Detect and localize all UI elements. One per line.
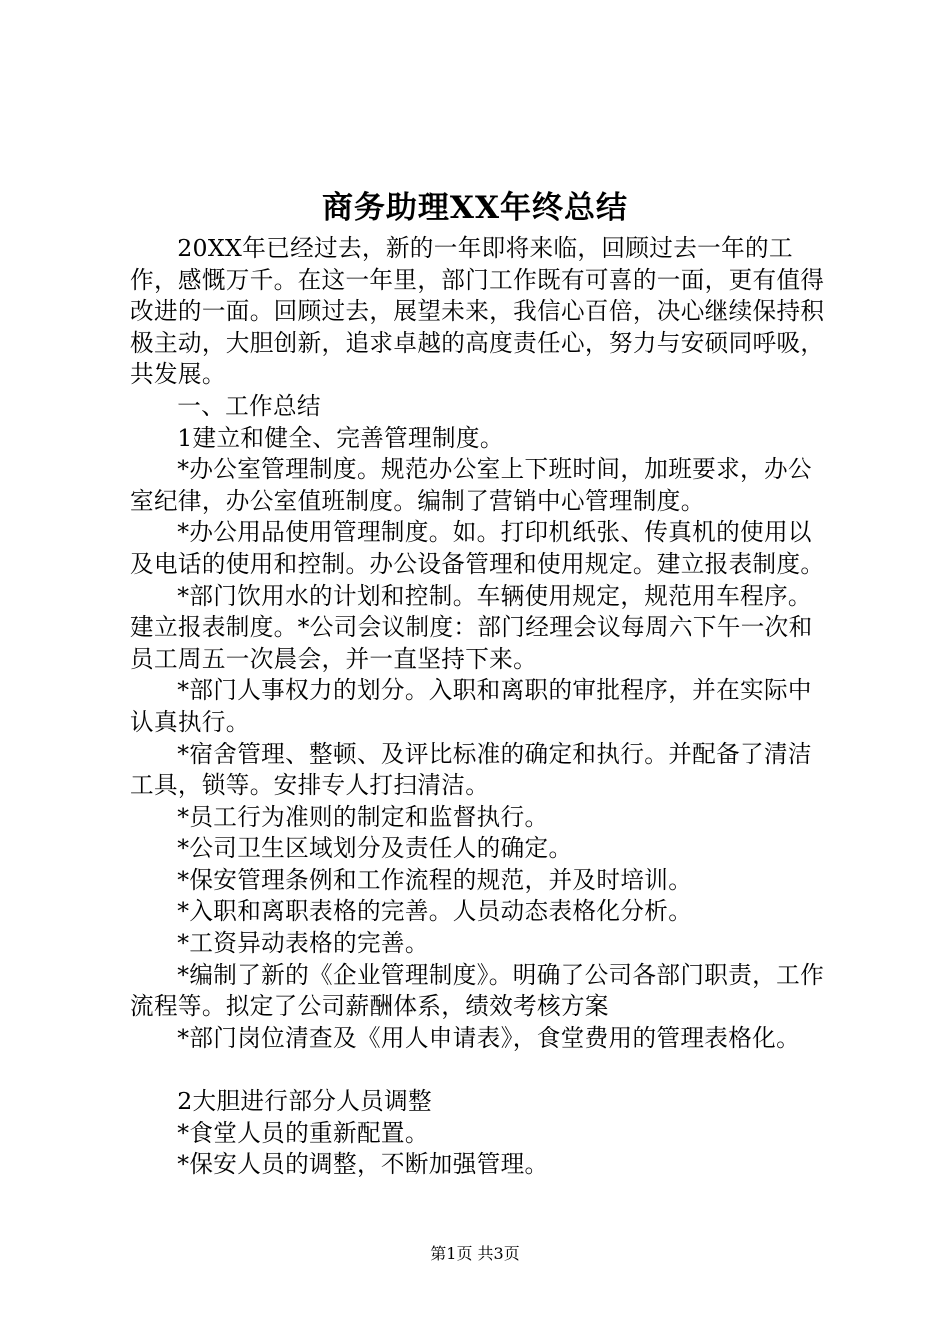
- list-item-drinking-water: *部门饮用水的计划和控制。车辆使用规定，规范用车程序。建立报表制度。*公司会议制度：部门经理会议每周六下午一次和员工周五一次晨会，并一直坚持下来。: [130, 581, 813, 673]
- document-title: 商务助理XX年终总结: [321, 190, 629, 226]
- page-footer: 第1页 共3页: [430, 1244, 520, 1263]
- blank-line: [130, 1054, 835, 1086]
- list-item-security-staff: *保安人员的调整，不断加强管理。: [177, 1150, 549, 1179]
- subheading-management-system: 1建立和健全、完善管理制度。: [177, 423, 504, 452]
- list-item-code-of-conduct: *员工行为准则的制定和监督执行。: [177, 802, 549, 831]
- list-item-office-supplies: *办公用品使用管理制度。如。打印机纸张、传真机的使用以及电话的使用和控制。办公设备管理和使用规定。建立报表制度。: [130, 518, 825, 578]
- paragraph-intro: 20XX年已经过去，新的一年即将来临，回顾过去一年的工作，感慨万千。在这一年里，部门工作既有可喜的一面，更有值得改进的一面。回顾过去，展望未来，我信心百倍，决心继续保持积极主动，大胆创新，追求卓越的高度责任心，努力与安硕同呼吸，共发展。: [130, 234, 825, 389]
- list-item-payroll-forms: *工资异动表格的完善。: [177, 929, 429, 958]
- subheading-staff-adjustment: 2大胆进行部分人员调整: [177, 1087, 432, 1116]
- list-item-job-audit: *部门岗位清查及《用人申请表》，食堂费用的管理表格化。: [177, 1023, 801, 1052]
- list-item-security: *保安管理条例和工作流程的规范，并及时培训。: [177, 865, 693, 894]
- list-item-personnel-authority: *部门人事权力的划分。入职和离职的审批程序，并在实际中认真执行。: [130, 676, 812, 736]
- list-item-sanitation-areas: *公司卫生区域划分及责任人的确定。: [177, 834, 573, 863]
- section-heading-work-summary: 一、工作总结: [177, 391, 321, 420]
- document-body: [130, 233, 835, 1181]
- list-item-office-management: *办公室管理制度。规范办公室上下班时间，加班要求，办公室纪律，办公室值班制度。编制了营销中心管理制度。: [130, 455, 812, 515]
- list-item-dormitory: *宿舍管理、整顿、及评比标准的确定和执行。并配备了清洁工具，锁等。安排专人打扫清洁。: [130, 739, 812, 800]
- list-item-canteen-staff: *食堂人员的重新配置。: [177, 1118, 429, 1147]
- list-item-enterprise-rules: *编制了新的《企业管理制度》。明确了公司各部门职责，工作流程等。拟定了公司薪酬体系，绩效考核方案: [130, 960, 825, 1021]
- list-item-entry-exit-forms: *入职和离职表格的完善。人员动态表格化分析。: [177, 897, 693, 926]
